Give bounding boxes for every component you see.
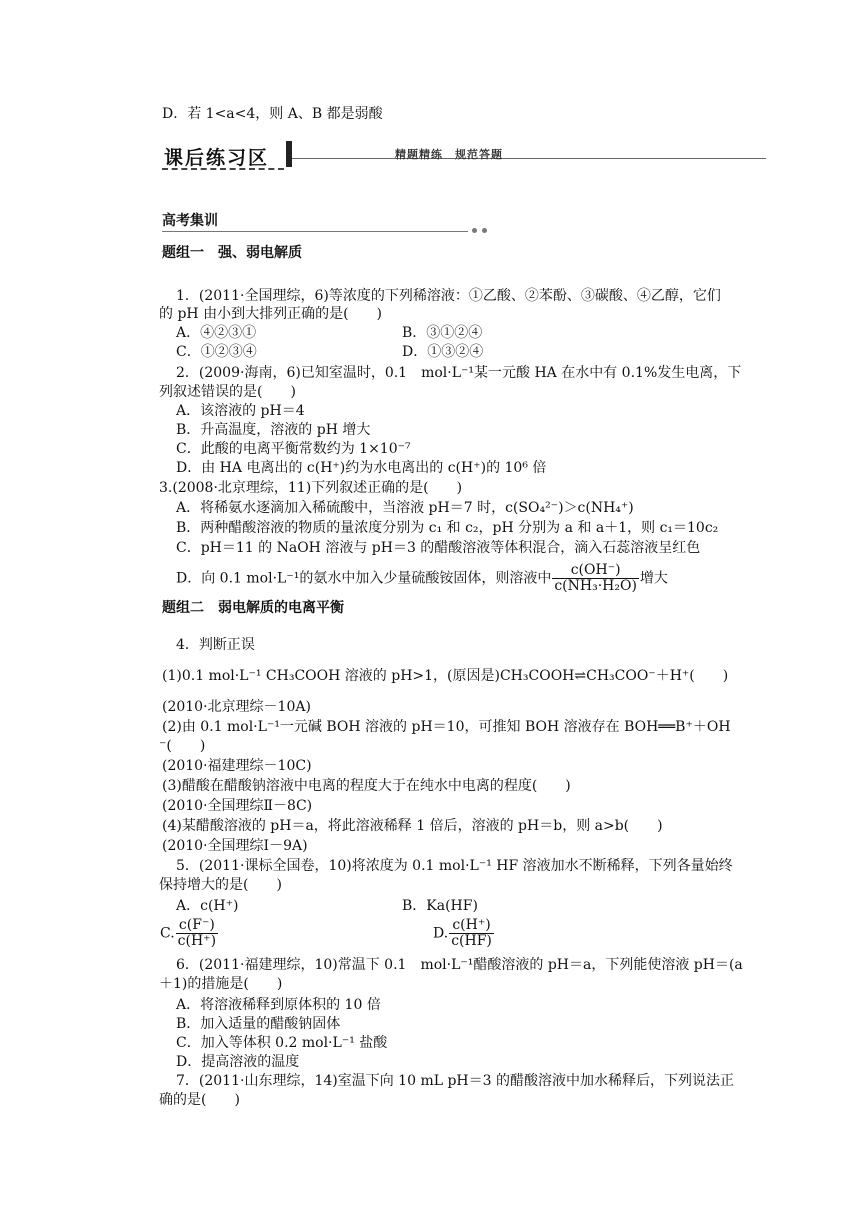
banner-rule (292, 158, 766, 159)
q1-stem-cont: 的 pH 由小到大排列正确的是( ) (159, 306, 382, 322)
q4-item-2: (2)由 0.1 mol·L⁻¹一元碱 BOH 溶液的 pH＝10，可推知 BOH 溶液存在 BOH══B⁺＋OH (162, 719, 731, 735)
q6-option-b: B．加入适量的醋酸钠固体 (176, 1016, 341, 1032)
q2-stem-cont: 列叙述错误的是( ) (159, 384, 296, 400)
q5-option-d (433, 918, 495, 949)
fraction-numerator: c(H⁺) (449, 918, 494, 934)
q6-stem: 6．(2011·福建理综，10)常温下 0.1 mol·L⁻¹醋酸溶液的 pH＝a，下列能使溶液 pH＝(a (176, 957, 743, 973)
fraction-numerator: c(OH⁻) (552, 563, 639, 579)
q4-source-2: (2010·福建理综－10C) (162, 758, 312, 774)
q1-option-a: A．④②③① (176, 325, 257, 341)
q4-source-3: (2010·全国理综Ⅱ－8C) (162, 798, 313, 814)
q4-item-2-cont: ⁻( ) (159, 738, 206, 754)
q1-option-b: B．③①②④ (402, 325, 483, 341)
q3-option-d (176, 563, 668, 594)
banner-title: 课后练习区 (164, 147, 270, 169)
fraction-numerator: c(F⁻) (176, 918, 218, 934)
q5-option-d-fraction (449, 918, 494, 949)
q5-stem-cont: 保持增大的是( ) (159, 877, 282, 893)
q6-option-d: D．提高溶液的温度 (176, 1054, 300, 1070)
q3-stem: 3.(2008·北京理综，11)下列叙述正确的是( ) (159, 480, 463, 496)
q3-option-d-tail: 增大 (639, 570, 668, 587)
section-heading: 高考集训 (162, 213, 218, 229)
q4-source-1: (2010·北京理综－10A) (162, 699, 311, 715)
q4-item-1: (1)0.1 mol·L⁻¹ CH₃COOH 溶液的 pH>1，(原因是)CH₃COOH⇌CH₃COO⁻＋H⁺( ) (162, 668, 729, 684)
option-d-previous: D．若 1<a<4，则 A、B 都是弱酸 (162, 106, 383, 122)
fraction-denominator: c(NH₃·H₂O) (554, 578, 637, 594)
q6-stem-cont: ＋1)的措施是( ) (159, 976, 283, 992)
q6-option-a: A．将溶液稀释到原体积的 10 倍 (176, 997, 381, 1013)
q1-option-d: D．①③②④ (402, 344, 484, 360)
section-dot (472, 228, 477, 233)
q5-option-c-label: C. (160, 925, 175, 942)
q1-option-c: C．①②③④ (176, 344, 257, 360)
q3-option-d-fraction (552, 563, 639, 594)
q3-option-d-text: D．向 0.1 mol·L⁻¹的氨水中加入少量硫酸铵固体，则溶液中 (176, 570, 552, 587)
banner-divider-bar (286, 141, 292, 167)
q5-stem: 5．(2011·课标全国卷，10)将浓度为 0.1 mol·L⁻¹ HF 溶液加水不断稀释，下列各量始终 (176, 858, 733, 874)
q2-option-a: A．该溶液的 pH＝4 (176, 403, 305, 419)
section-rule (162, 231, 468, 232)
q1-stem: 1．(2011·全国理综，6)等浓度的下列稀溶液：①乙酸、②苯酚、③碳酸、④乙醇，它们 (176, 288, 721, 304)
q5-option-b: B．Ka(HF) (402, 898, 478, 914)
banner-subtitle: 精题精练 规范答题 (395, 148, 503, 161)
q2-option-c: C．此酸的电离平衡常数约为 1×10⁻⁷ (176, 441, 411, 457)
banner-dashed-underline (162, 168, 284, 170)
fraction-denominator: c(HF) (451, 933, 492, 949)
q6-option-c: C．加入等体积 0.2 mol·L⁻¹ 盐酸 (176, 1035, 388, 1051)
q4-item-4: (4)某醋酸溶液的 pH＝a，将此溶液稀释 1 倍后，溶液的 pH＝b，则 a>b( ) (162, 818, 663, 834)
q5-option-d-label: D. (433, 925, 449, 942)
q5-option-c (160, 918, 219, 949)
q4-source-4: (2010·全国理综Ⅰ－9A) (162, 838, 308, 854)
q5-option-c-fraction (176, 918, 218, 949)
q2-option-b: B．升高温度，溶液的 pH 增大 (176, 422, 371, 438)
q3-option-c: C．pH＝11 的 NaOH 溶液与 pH＝3 的醋酸溶液等体积混合，滴入石蕊溶液呈红色 (176, 540, 701, 556)
q4-item-3: (3)醋酸在醋酸钠溶液中电离的程度大于在纯水中电离的程度( ) (162, 778, 571, 794)
q2-option-d: D．由 HA 电离出的 c(H⁺)约为水电离出的 c(H⁺)的 10⁶ 倍 (176, 460, 547, 476)
q7-stem: 7．(2011·山东理综，14)室温下向 10 mL pH＝3 的醋酸溶液中加水稀释后，下列说法正 (176, 1073, 734, 1089)
q4-stem: 4．判断正误 (176, 637, 255, 653)
q2-stem: 2．(2009·海南，6)已知室温时，0.1 mol·L⁻¹某一元酸 HA 在水中有 0.1%发生电离，下 (176, 365, 742, 381)
fraction-denominator: c(H⁺) (177, 933, 217, 949)
q3-option-a: A．将稀氨水逐滴加入稀硫酸中，当溶液 pH＝7 时，c(SO₄²⁻)＞c(NH₄⁺) (176, 500, 634, 516)
section-dot (482, 228, 487, 233)
q5-option-a: A．c(H⁺) (176, 898, 239, 914)
q3-option-b: B．两种醋酸溶液的物质的量浓度分别为 c₁ 和 c₂，pH 分别为 a 和 a＋1，则 c₁＝10c₂ (176, 520, 719, 536)
group-heading-1: 题组一 强、弱电解质 (162, 245, 302, 261)
q7-stem-cont: 确的是( ) (159, 1092, 240, 1108)
group-heading-2: 题组二 弱电解质的电离平衡 (162, 600, 344, 616)
